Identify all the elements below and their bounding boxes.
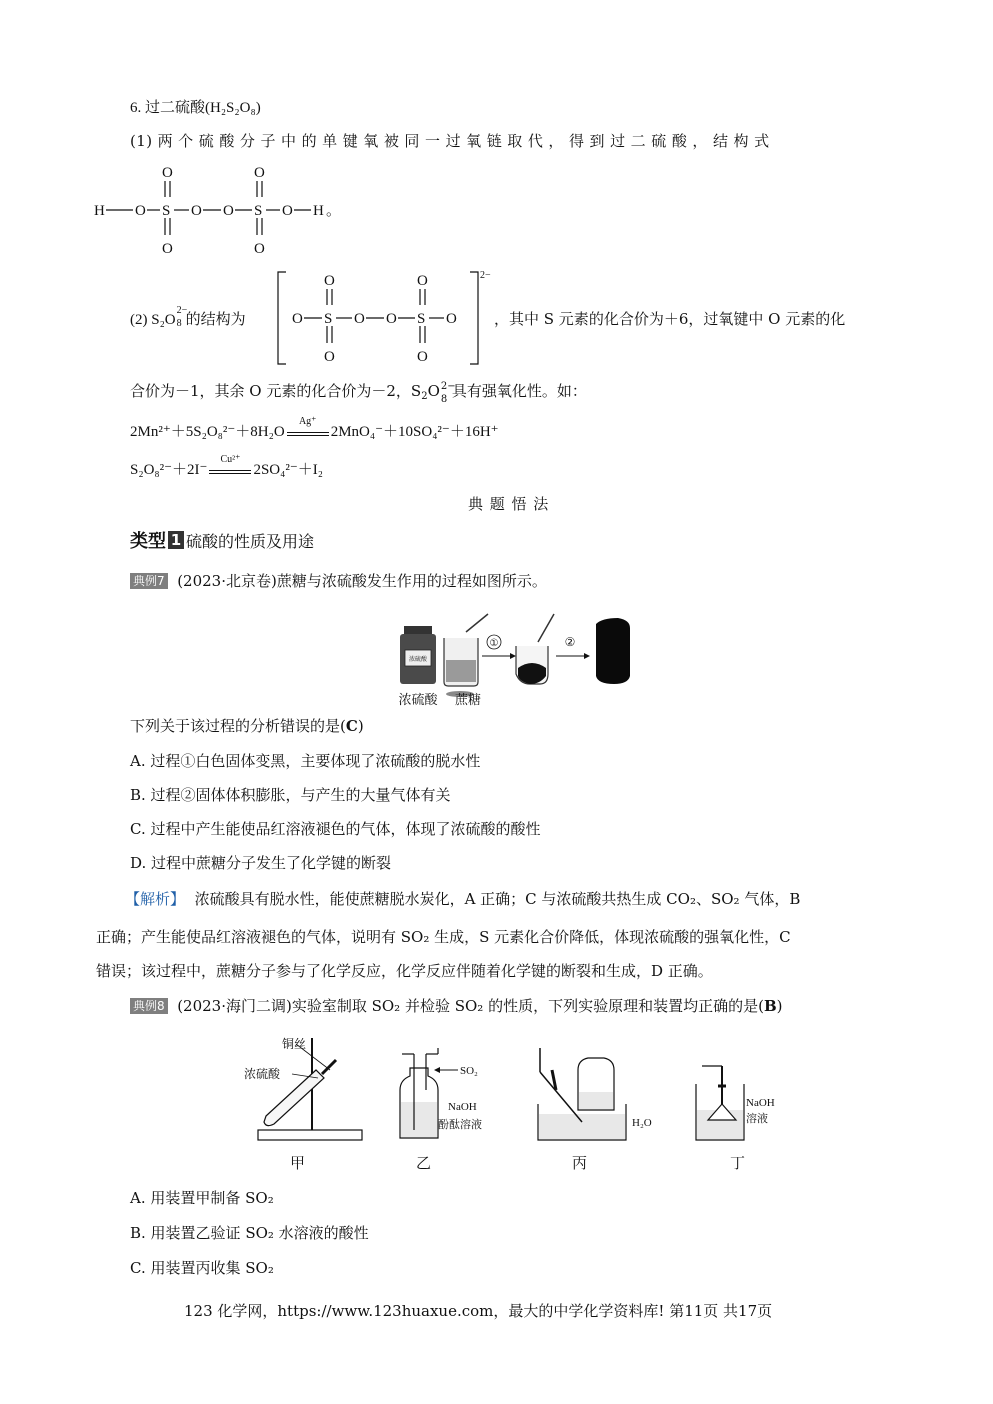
apparatus-bing	[538, 1048, 652, 1172]
svg-text:。: 。	[326, 203, 342, 219]
apparatus-figure	[244, 1030, 792, 1180]
svg-text:甲: 甲	[290, 1156, 306, 1172]
svg-text:O: O	[417, 349, 428, 365]
ex8-option-b: B. 用装置乙验证 SO₂ 水溶液的酸性	[130, 1224, 369, 1242]
svg-text:S: S	[254, 203, 263, 219]
example-7-question: 下列关于该过程的分析错误的是(C)	[130, 717, 364, 735]
svg-text:SO₂: SO₂	[460, 1065, 478, 1077]
structure-peroxydisulfuric-acid	[92, 160, 352, 260]
sucrose-dehydration-figure	[390, 612, 640, 712]
paragraph-1: (1) 两 个 硫 酸 分 子 中 的 单 键 氧 被 同 一 过 氧 链 取 代 ， 得 到 过 二 硫 酸 ， 结 构 式	[130, 132, 770, 150]
svg-text:NaOH: NaOH	[746, 1097, 775, 1109]
example-tag: 典例7	[130, 573, 168, 589]
svg-text:浓硫酸: 浓硫酸	[408, 656, 428, 663]
svg-text:O: O	[254, 241, 265, 257]
svg-text:S: S	[417, 311, 426, 327]
equation-2: S₂O₈²⁻＋2I⁻ Cu²⁺ 2SO₄²⁻＋I₂	[130, 458, 323, 482]
analysis-label: 【解析】	[125, 890, 186, 908]
svg-text:②: ②	[564, 635, 576, 649]
reaction-condition-arrow: Ag⁺	[285, 422, 331, 444]
apparatus-yi	[400, 1048, 482, 1172]
svg-text:O: O	[223, 203, 234, 219]
answer-label: C	[345, 717, 358, 735]
svg-text:O: O	[254, 165, 265, 181]
svg-text:丙: 丙	[572, 1156, 588, 1172]
reaction-condition-arrow: Cu²⁺	[207, 460, 253, 482]
analysis-line-1: 【解析】 浓硫酸具有脱水性，能使蔗糖脱水炭化，A 正确；C 与浓硫酸共热生成 CO₂、SO₂ 气体，B	[125, 890, 801, 908]
svg-text:O: O	[386, 311, 397, 327]
ex8-option-c: C. 用装置丙收集 SO₂	[130, 1259, 274, 1277]
apparatus-ding	[696, 1066, 775, 1172]
paragraph-2-prefix: (2) S₂O 2− 8 的结构为	[130, 305, 246, 329]
section-heading-dianti: 典 题 悟 法	[468, 495, 550, 513]
example-tag: 典例8	[130, 998, 168, 1014]
svg-text:2−: 2−	[480, 270, 491, 281]
section-title: 6. 过二硫酸(H₂S₂O₈)	[130, 100, 261, 116]
svg-text:溶液: 溶液	[746, 1113, 768, 1125]
svg-text:酚酞溶液: 酚酞溶液	[438, 1119, 482, 1131]
structure-peroxydisulfate-ion	[274, 268, 500, 368]
option-a: A. 过程①白色固体变黑，主要体现了浓硫酸的脱水性	[130, 752, 481, 770]
svg-text:浓硫酸: 浓硫酸	[398, 693, 438, 708]
option-b: B. 过程②固体体积膨胀，与产生的大量气体有关	[130, 786, 451, 804]
svg-text:O: O	[135, 203, 146, 219]
svg-text:S: S	[324, 311, 333, 327]
equation-1: 2Mn²⁺＋5S₂O₈²⁻＋8H₂O Ag⁺ 2MnO₄⁻＋10SO₄²⁻＋16H⁺	[130, 420, 499, 444]
option-c: C. 过程中产生能使品红溶液褪色的气体，体现了浓硫酸的酸性	[130, 820, 541, 838]
type-1-heading: 类型 1 硫酸的性质及用途	[130, 531, 315, 552]
example-7-stem: 典例7 (2023·北京卷)蔗糖与浓硫酸发生作用的过程如图所示。	[130, 570, 547, 591]
svg-text:O: O	[162, 241, 173, 257]
example-8-stem: 典例8 (2023·海门二调)实验室制取 SO₂ 并检验 SO₂ 的性质，下列实验原理和装置均正确的是(B)	[130, 995, 782, 1016]
svg-text:铜丝: 铜丝	[282, 1037, 307, 1051]
svg-text:①: ①	[489, 638, 499, 649]
svg-text:乙: 乙	[416, 1156, 432, 1172]
paragraph-3: 合价为－1，其余 O 元素的化合价为－2，$S_2O$ 2− 8 具有强氧化性。如：	[130, 381, 587, 405]
answer-label: B	[763, 997, 777, 1015]
analysis-line-3: 错误；该过程中，蔗糖分子参与了化学反应，化学反应伴随着化学键的断裂和生成，D 正确。	[96, 962, 713, 980]
svg-text:O: O	[446, 311, 457, 327]
option-d: D. 过程中蔗糖分子发生了化学键的断裂	[130, 854, 392, 872]
svg-text:NaOH: NaOH	[448, 1101, 477, 1113]
svg-text:O: O	[162, 165, 173, 181]
svg-text:O: O	[282, 203, 293, 219]
page-footer: 123 化学网，https://www.123huaxue.com，最大的中学化学资料库! 第11页 共17页	[184, 1302, 773, 1320]
analysis-line-2: 正确；产生能使品红溶液褪色的气体，说明有 SO₂ 生成，S 元素化合价降低，体现浓硫酸的强氧化性，C	[96, 928, 791, 946]
svg-text:O: O	[354, 311, 365, 327]
svg-text:H₂O: H₂O	[632, 1117, 652, 1129]
svg-text:丁: 丁	[730, 1156, 746, 1172]
svg-text:O: O	[191, 203, 202, 219]
svg-text:O: O	[324, 273, 335, 289]
svg-text:O: O	[417, 273, 428, 289]
atom-h-left: H	[94, 203, 105, 219]
svg-text:O: O	[324, 349, 335, 365]
svg-text:蔗糖: 蔗糖	[454, 693, 482, 708]
atom-h-right: H	[313, 203, 324, 219]
apparatus-jia	[244, 1036, 362, 1172]
ex8-option-a: A. 用装置甲制备 SO₂	[130, 1189, 274, 1207]
svg-text:O: O	[292, 311, 303, 327]
paragraph-2-suffix: ，其中 S 元素的化合价为＋6，过氧键中 O 元素的化	[494, 310, 846, 328]
svg-text:浓硫酸: 浓硫酸	[244, 1067, 281, 1081]
svg-text:S: S	[162, 203, 171, 219]
